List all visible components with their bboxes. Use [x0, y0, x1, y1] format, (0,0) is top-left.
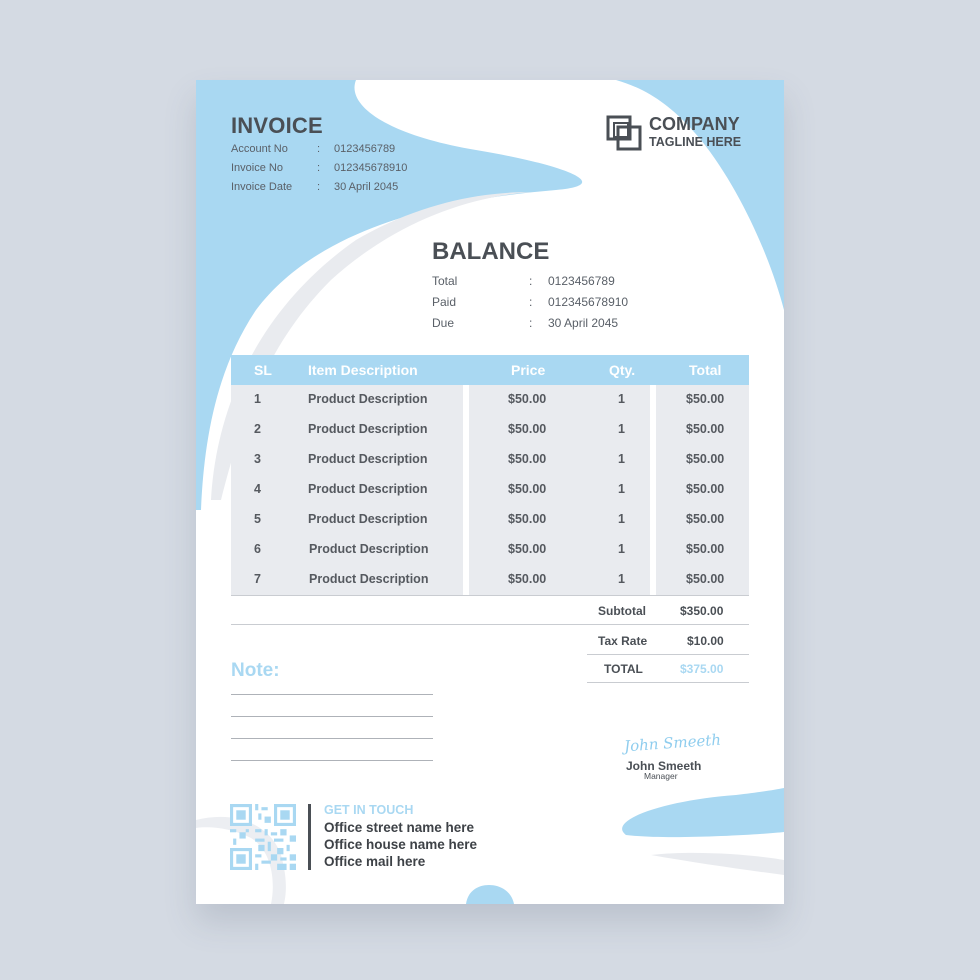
cell-price: $50.00	[508, 422, 547, 436]
signer-role: Manager	[644, 771, 678, 781]
cell-total: $50.00	[686, 392, 725, 406]
cell-price: $50.00	[508, 482, 547, 496]
cell-price: $50.00	[508, 542, 547, 556]
cell-description: Product Description	[308, 452, 428, 466]
note-line	[231, 716, 433, 717]
cell-sl: 6	[254, 542, 261, 556]
company-tagline: TAGLINE HERE	[649, 135, 742, 149]
total-rule	[587, 682, 749, 683]
cell-price: $50.00	[508, 452, 547, 466]
cell-qty: 1	[618, 392, 625, 406]
cell-price: $50.00	[508, 392, 547, 406]
qr-code-icon	[230, 804, 296, 870]
table-row	[231, 565, 749, 595]
balance-value: 30 April 2045	[548, 316, 619, 330]
tax-rate-label: Tax Rate	[598, 634, 648, 648]
grand-total-value: $375.00	[680, 662, 724, 676]
cell-description: Product Description	[308, 482, 428, 496]
balance-colon: :	[529, 316, 533, 330]
meta-colon: :	[317, 162, 321, 174]
cell-sl: 5	[254, 512, 261, 526]
cell-qty: 1	[618, 452, 625, 466]
note-line	[231, 738, 433, 739]
table-row	[231, 385, 749, 415]
balance-row-due	[432, 316, 618, 330]
balance-label: Due	[432, 316, 455, 330]
header-price: Price	[511, 362, 546, 378]
balance-colon: :	[529, 295, 533, 309]
cell-total: $50.00	[686, 572, 725, 586]
cell-qty: 1	[618, 422, 625, 436]
header-qty: Qty.	[609, 362, 636, 378]
cell-qty: 1	[618, 512, 625, 526]
contact-house: Office house name here	[324, 837, 478, 852]
tax-rule	[587, 654, 749, 655]
header-sl: SL	[254, 362, 272, 378]
balance-value: 012345678910	[548, 295, 629, 309]
cell-description: Product Description	[308, 392, 428, 406]
balance-value: 0123456789	[548, 274, 615, 288]
table-body	[231, 385, 749, 595]
note-line	[231, 760, 433, 761]
subtotal-rule	[231, 624, 749, 625]
cell-sl: 7	[254, 572, 261, 586]
cell-sl: 2	[254, 422, 261, 436]
company-name: COMPANY	[649, 114, 740, 134]
meta-value: 30 April 2045	[334, 181, 399, 193]
tax-rate-value: $10.00	[687, 634, 724, 648]
balance-label: Paid	[432, 295, 457, 309]
table-header	[231, 355, 749, 385]
table-row	[231, 505, 749, 535]
cell-sl: 4	[254, 482, 261, 496]
meta-value: 0123456789	[334, 143, 396, 155]
meta-colon: :	[317, 181, 321, 193]
table-row	[231, 535, 749, 565]
cell-qty: 1	[618, 542, 625, 556]
meta-value: 012345678910	[334, 162, 408, 174]
cell-sl: 1	[254, 392, 261, 406]
signature: John Smeeth	[623, 730, 722, 756]
meta-row-invoice-no	[231, 162, 407, 174]
cell-sl: 3	[254, 452, 261, 466]
invoice-title: INVOICE	[231, 113, 323, 138]
grand-total-label: TOTAL	[604, 662, 643, 676]
contact-divider	[308, 804, 311, 870]
contact-heading: GET IN TOUCH	[324, 803, 414, 817]
balance-colon: :	[529, 274, 533, 288]
meta-row-account	[231, 143, 395, 155]
cell-total: $50.00	[686, 542, 725, 556]
cell-total: $50.00	[686, 482, 725, 496]
balance-row-paid	[432, 295, 628, 309]
meta-label: Account No	[231, 143, 288, 155]
overlapping-squares-icon	[606, 115, 642, 151]
cell-total: $50.00	[686, 512, 725, 526]
table-row	[231, 475, 749, 505]
cell-description: Product Description	[308, 512, 428, 526]
balance-row-total	[432, 274, 615, 288]
cell-total: $50.00	[686, 452, 725, 466]
table-row	[231, 445, 749, 475]
cell-description: Product Description	[308, 422, 428, 436]
meta-row-invoice-date	[231, 181, 398, 193]
table-row	[231, 415, 749, 445]
cell-qty: 1	[618, 572, 625, 586]
header-total: Total	[689, 362, 722, 378]
cell-total: $50.00	[686, 422, 725, 436]
meta-label: Invoice Date	[231, 181, 293, 193]
note-line	[231, 694, 433, 695]
subtotal-label: Subtotal	[598, 604, 646, 618]
meta-label: Invoice No	[231, 162, 283, 174]
table-bottom-rule	[231, 595, 749, 596]
balance-title: BALANCE	[432, 238, 550, 265]
balance-label: Total	[432, 274, 458, 288]
cell-price: $50.00	[508, 512, 547, 526]
signer-name: John Smeeth	[626, 759, 702, 773]
cell-price: $50.00	[508, 572, 547, 586]
cell-description: Product Description	[309, 542, 429, 556]
contact-street: Office street name here	[324, 820, 475, 835]
cell-description: Product Description	[309, 572, 429, 586]
invoice-sheet	[196, 80, 784, 904]
subtotal-value: $350.00	[680, 604, 724, 618]
cell-qty: 1	[618, 482, 625, 496]
note-title: Note:	[231, 660, 280, 681]
contact-mail: Office mail here	[324, 854, 426, 869]
header-description: Item Description	[308, 362, 418, 378]
meta-colon: :	[317, 143, 321, 155]
